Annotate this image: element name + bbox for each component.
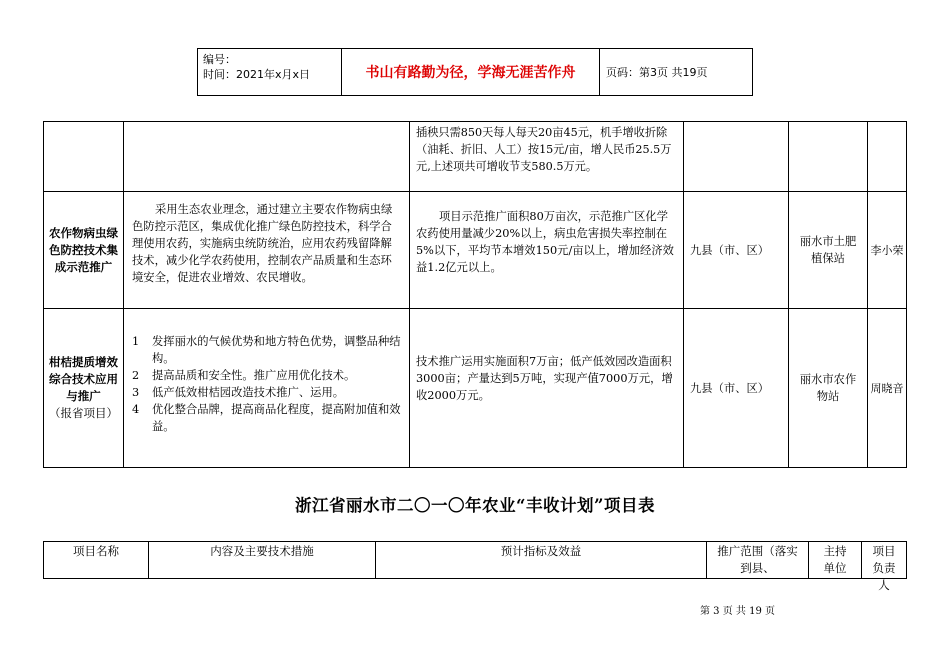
row3-indicators-cell: 技术推广运用实施面积7万亩；低产低效园改造面积3000亩；产量达到5万吨，实现产值7000万元，增收2000万元。: [409, 308, 684, 468]
page-footer: 第 3 页 共 19 页: [700, 606, 775, 617]
row2-person-cell: 李小荣: [867, 191, 907, 309]
section-title: 浙江省丽水市二〇一〇年农业“丰收计划”项目表: [295, 496, 655, 515]
col-header-name: 项目名称: [43, 541, 149, 579]
list-item: 1 发挥丽水的气候优势和地方特色优势，调整品种结构。: [132, 335, 401, 365]
row2-unit-cell: 丽水市土肥植保站: [788, 191, 868, 309]
time-label: 时间：2021年x月x日: [203, 68, 311, 81]
col-header-indicators: 预计指标及效益: [375, 541, 707, 579]
row3-name: 柑桔提质增效综合技术应用与推广: [49, 355, 118, 403]
row1-scope-cell: [683, 121, 789, 192]
header-motto: 书山有路勤为径，学海无涯苦作舟: [342, 49, 600, 95]
col-header-unit: 主持单位: [808, 541, 862, 579]
list-item: 4 优化整合品牌，提高商品化程度，提高附加值和效益。: [132, 403, 401, 433]
row2-content-cell: 采用生态农业理念，通过建立主要农作物病虫绿色防控示范区，集成优化推广绿色防控技术，科学合理使用农药，实施病虫统防统治，应用农药残留降解技术，减少化学农药使用，控制农产品质量和生态环境安全，促进农业增效、农民增收。: [123, 191, 410, 309]
col-header-person: 项目负责人: [861, 541, 907, 579]
row1-name-cell: [43, 121, 124, 192]
row3-scope-cell: 九县（市、区）: [683, 308, 789, 468]
table-header-row: [43, 541, 907, 592]
row1-content-cell: [123, 121, 410, 192]
col-header-content: 内容及主要技术措施: [148, 541, 376, 579]
row2-indicators-cell: 项目示范推广面积80万亩次，示范推广区化学农药使用量减少20%以上，病虫危害损失率控制在5%以下，平均节本增效150元/亩以上，增加经济效益1.2亿元以上。: [409, 191, 684, 309]
list-item: 2 提高品质和安全性。推广应用优化技术。: [132, 369, 356, 382]
row3-person-cell: 周晓音: [867, 308, 907, 468]
col-header-scope: 推广范围（落实到县、: [706, 541, 809, 579]
page-header: [197, 48, 753, 96]
project-table: [43, 121, 907, 468]
header-meta: [198, 49, 342, 95]
row3-content-cell: [123, 308, 410, 468]
header-page-label: 页码：第3页 共19页: [606, 66, 708, 79]
content-list: [132, 333, 401, 435]
row2-name-cell: 农作物病虫绿色防控技术集成示范推广: [43, 191, 124, 309]
row3-name-cell: [43, 308, 124, 468]
row1-person-cell: [867, 121, 907, 192]
row3-name-note: （报省项目）: [49, 406, 118, 420]
row1-unit-cell: [788, 121, 868, 192]
row3-unit-cell: 丽水市农作物站: [788, 308, 868, 468]
list-item: 3 低产低效柑桔园改造技术推广、运用。: [132, 386, 345, 399]
number-label: 编号：: [203, 53, 236, 66]
row2-scope-cell: 九县（市、区）: [683, 191, 789, 309]
row1-indicators-cell: 插秧只需850天每人每天20亩45元，机手增收折除（油耗、折旧、人工）按15元/亩，增人民币25.5万元,上述项共可增收节支580.5万元。: [409, 121, 684, 192]
